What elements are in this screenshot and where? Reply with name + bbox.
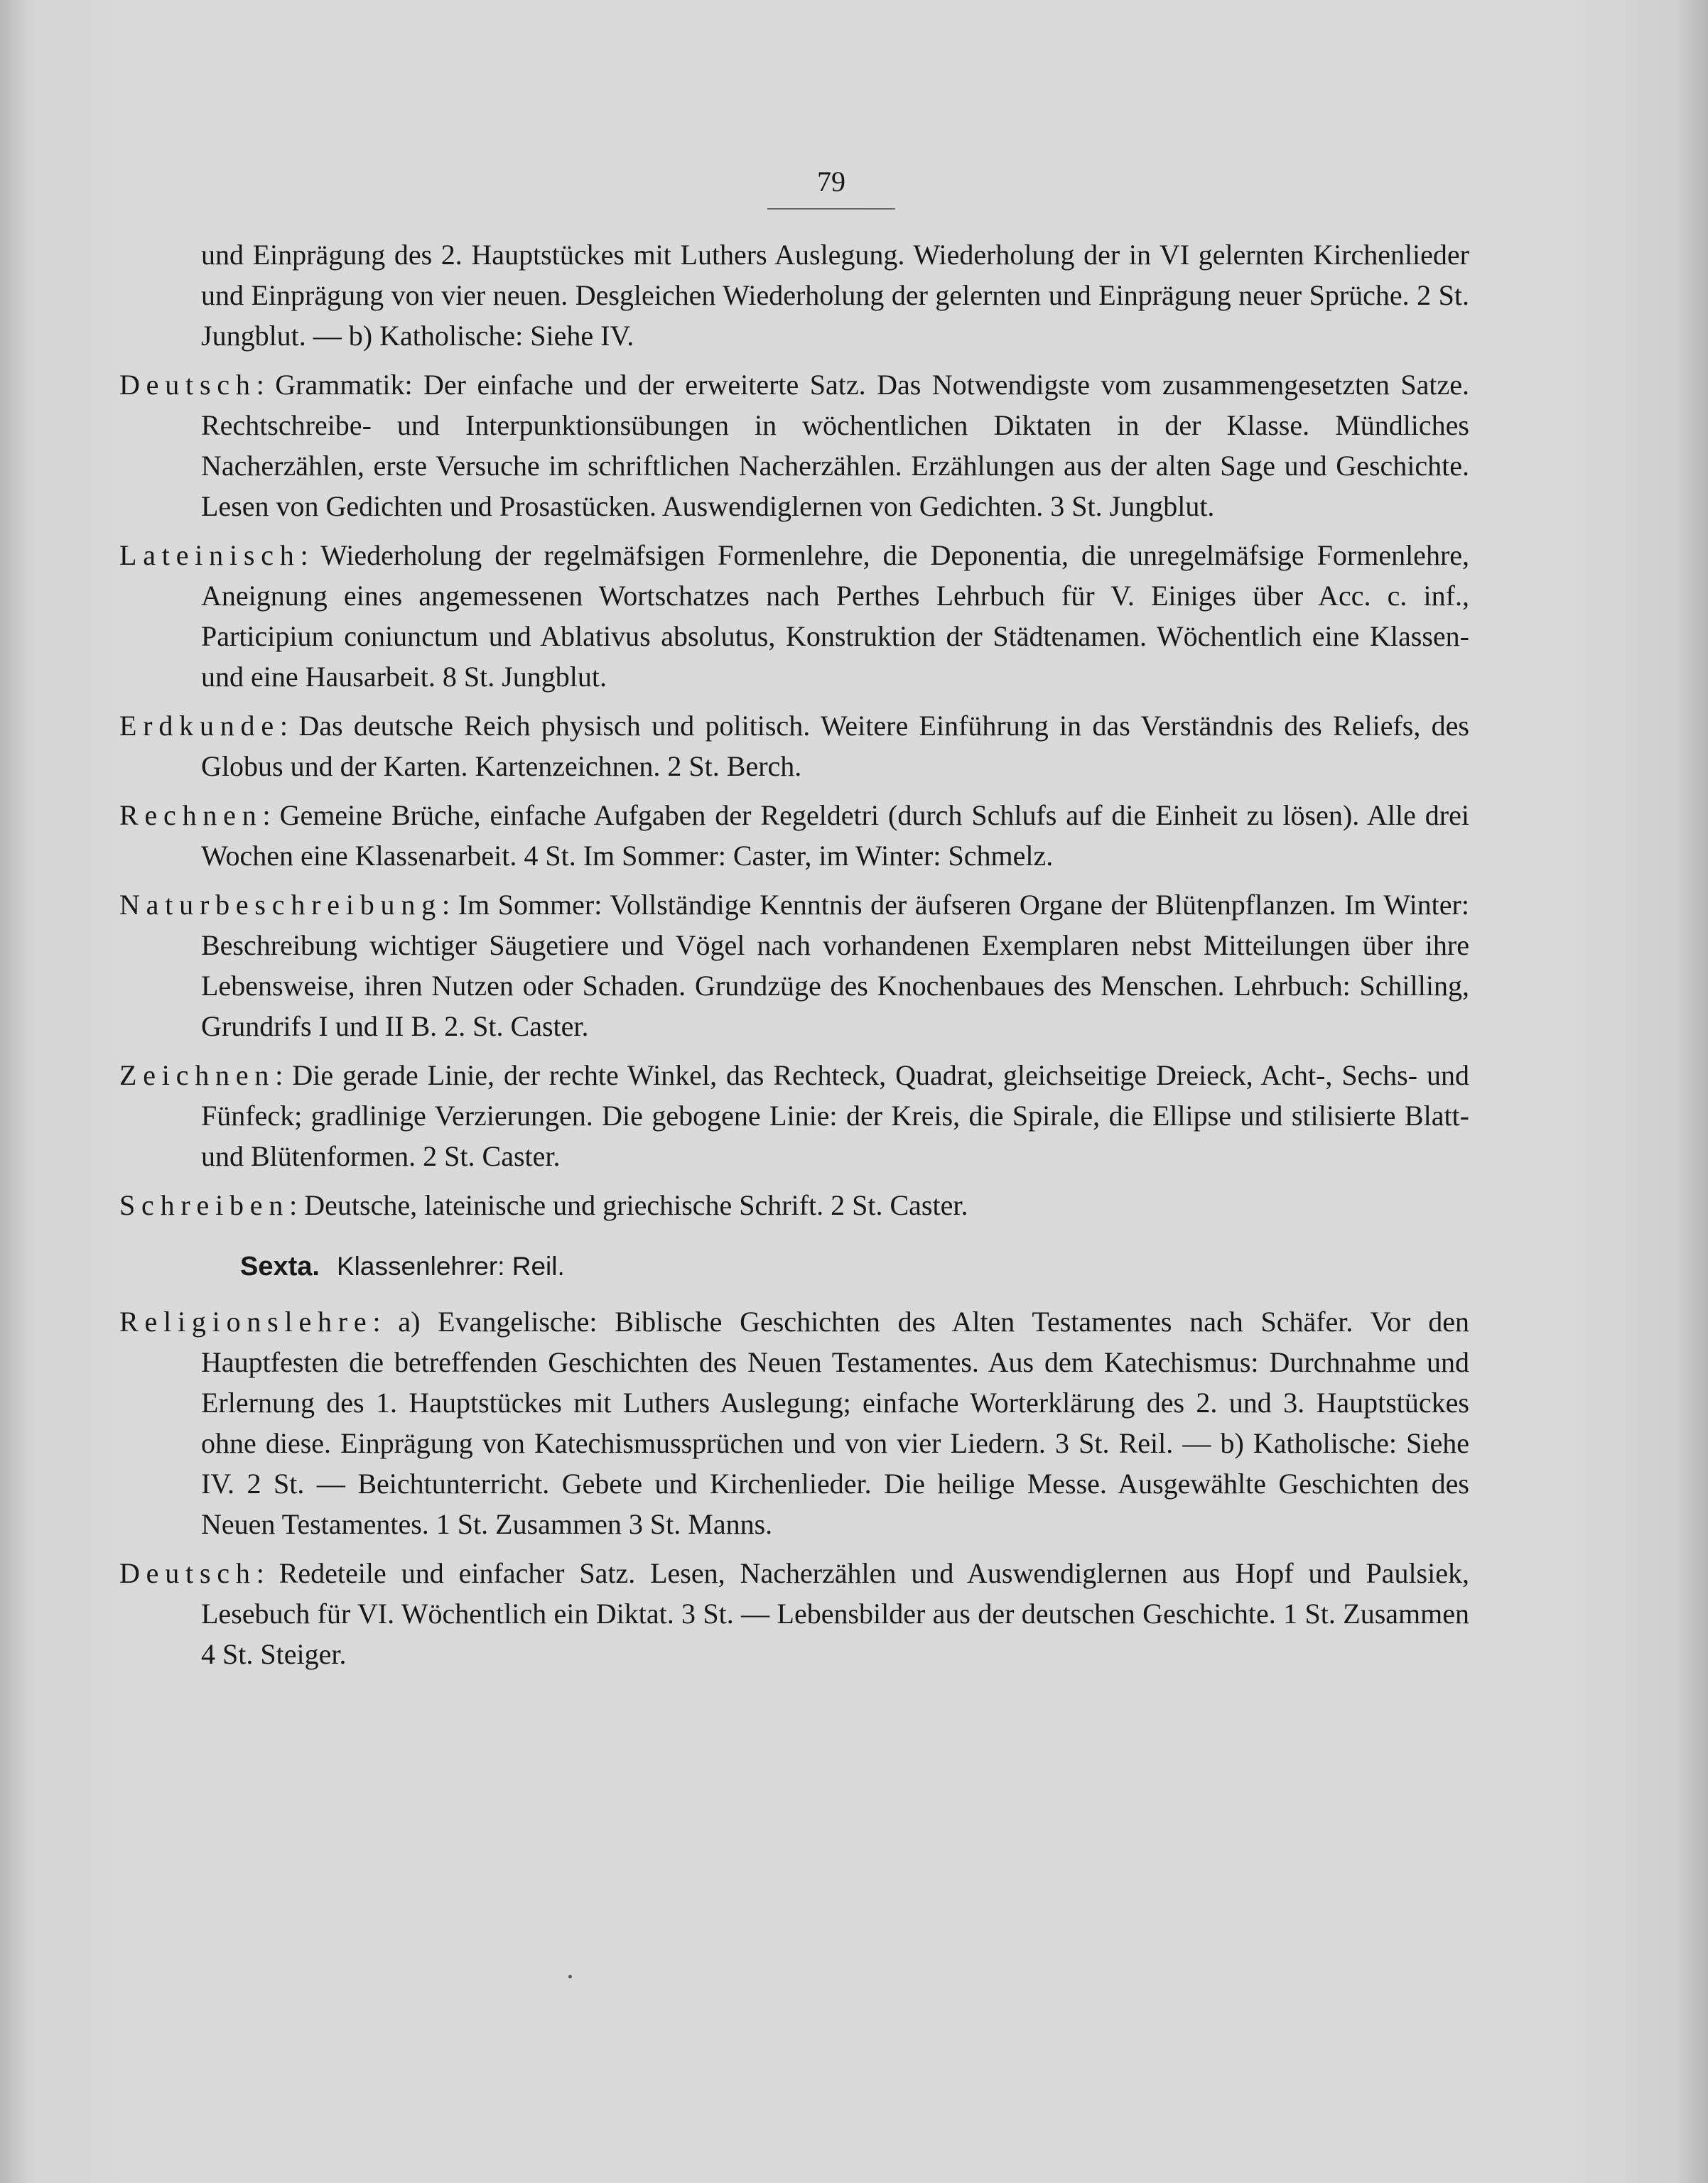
subject-text: Deutsche, lateinische und griechische Schrift. 2 St. Caster. [304,1189,968,1221]
subject-entry-deutsch-quinta: Deutsch: Grammatik: Der einfache und der erweiterte Satz. Das Notwendigste vom zusammengesetzten Satze. Rechtschreibe- und Interpunktionsübungen in wöchentlichen Diktaten in der Klasse. Mündliches Nacherzählen, erste Versuche im schriftlichen Nacherzählen. Erzählungen aus der alten Sage und Geschichte. Lesen von Gedichten und Prosastücken. Auswendiglernen von Gedichten. 3 St. Jungblut. [119,369,1469,522]
subject-label: Schreiben [119,1189,290,1221]
subject-text: Das deutsche Reich physisch und politisch. Weitere Einführung in das Verständnis des Reliefs, des Globus und der Karten. Kartenzeichnen. 2 St. Berch. [201,710,1469,782]
subject-text: Redeteile und einfacher Satz. Lesen, Nacherzählen und Auswendiglernen aus Hopf und Paulsiek, Lesebuch für VI. Wöchentlich ein Diktat. 3 St. — Lebensbilder aus der deutschen Geschichte. 1 St. Zusammen 4 St. Steiger. [201,1557,1469,1670]
subject-label: Lateinisch [119,539,301,571]
subject-label: Deutsch [119,369,256,401]
subject-label: Naturbeschreibung [119,889,442,921]
section-title: Sexta. [240,1252,320,1282]
subject-text: Wiederholung der regelmäfsigen Formenlehre, die Deponentia, die unregelmäfsige Formenlehre, Aneignung eines angemessenen Wortschatzes nach Perthes Lehrbuch für V. Einiges über Acc. c. inf., Participium coniunctum und Ablativus absolutus, Konstruktion der Städtenamen. Wöchentlich eine Klassen- und eine Hausarbeit. 8 St. Jungblut. [201,539,1470,693]
subject-text: Die gerade Linie, der rechte Winkel, das Rechteck, Quadrat, gleichseitige Dreieck, Acht-, Sechs- und Fünfeck; gradlinige Verzierungen. Die gebogene Linie: der Kreis, die Spirale, die Ellipse und stilisierte Blatt- und Blütenformen. 2 St. Caster. [201,1059,1470,1172]
subject-text: Gemeine Brüche, einfache Aufgaben der Regeldetri (durch Schlufs auf die Einheit zu lösen). Alle drei Wochen eine Klassenarbeit. 4 St. Im Sommer: Caster, im Winter: Schmelz. [201,799,1469,872]
subject-label: Zeichnen [119,1059,276,1091]
subject-entry-naturbeschreibung: Naturbeschreibung: Im Sommer: Vollständige Kenntnis der äufseren Organe der Blütenpflanzen. Im Winter: Beschreibung wichtiger Säugetiere und Vögel nach vorhandenen Exemplaren nebst Mitteilungen über ihre Lebensweise, ihren Nutzen oder Schaden. Grundzüge des Knochenbaues des Menschen. Lehrbuch: Schilling, Grundrifs I und II B. 2. St. Caster. [119,889,1469,1042]
subject-text: Im Sommer: Vollständige Kenntnis der äufseren Organe der Blütenpflanzen. Im Winter: Beschreibung wichtiger Säugetiere und Vögel nach vorhandenen Exemplaren nebst Mitteilungen über ihre Lebensweise, ihren Nutzen oder Schaden. Grundzüge des Knochenbaues des Menschen. Lehrbuch: Schilling, Grundrifs I und II B. 2. St. Caster. [201,889,1469,1042]
section-heading-sexta [119,1245,1469,1287]
subject-entry-rechnen: Rechnen: Gemeine Brüche, einfache Aufgaben der Regeldetri (durch Schlufs auf die Einheit zu lösen). Alle drei Wochen eine Klassenarbeit. 4 St. Im Sommer: Caster, im Winter: Schmelz. [119,799,1469,872]
subject-entry-erdkunde: Erdkunde: Das deutsche Reich physisch und politisch. Weitere Einführung in das Verständnis des Reliefs, des Globus und der Karten. Kartenzeichnen. 2 St. Berch. [119,710,1469,782]
subject-text: Grammatik: Der einfache und der erweiterte Satz. Das Notwendigste vom zusammengesetzten Satze. Rechtschreibe- und Interpunktionsübungen in wöchentlichen Diktaten in der Klasse. Mündliches Nacherzählen, erste Versuche im schriftlichen Nacherzählen. Erzählungen aus der alten Sage und Geschichte. Lesen von Gedichten und Prosastücken. Auswendiglernen von Gedichten. 3 St. Jungblut. [201,369,1469,522]
subject-label: Rechnen [119,799,263,831]
page-content [119,234,1469,1683]
continued-text: und Einprägung des 2. Hauptstückes mit Luthers Auslegung. Wiederholung der in VI gelernten Kirchenlieder und Einprägung von vier neuen. Desgleichen Wiederholung der gelernten und Einprägung neuer Sprüche. 2 St. Jungblut. — b) Katholische: Siehe IV. [201,239,1469,352]
subject-entry-schreiben: Schreiben: Deutsche, lateinische und griechische Schrift. 2 St. Caster. [119,1189,968,1221]
class-teacher: Klassenlehrer: Reil. [336,1252,565,1281]
subject-label: Religionslehre [119,1306,373,1338]
subject-label: Deutsch [119,1557,256,1589]
subject-entry-zeichnen: Zeichnen: Die gerade Linie, der rechte Winkel, das Rechteck, Quadrat, gleichseitige Dreieck, Acht-, Sechs- und Fünfeck; gradlinige Verzierungen. Die gebogene Linie: der Kreis, die Spirale, die Ellipse und stilisierte Blatt- und Blütenformen. 2 St. Caster. [119,1059,1470,1172]
subject-label: Erdkunde [119,710,280,742]
continued-paragraph [119,234,1469,356]
subject-entry-deutsch-sexta: Deutsch: Redeteile und einfacher Satz. Lesen, Nacherzählen und Auswendiglernen aus Hopf und Paulsiek, Lesebuch für VI. Wöchentlich ein Diktat. 3 St. — Lebensbilder aus der deutschen Geschichte. 1 St. Zusammen 4 St. Steiger. [119,1557,1469,1670]
page-number: 79 [767,165,895,210]
subject-entry-lateinisch: Lateinisch: Wiederholung der regelmäfsigen Formenlehre, die Deponentia, die unregelmäfsige Formenlehre, Aneignung eines angemessenen Wortschatzes nach Perthes Lehrbuch für V. Einiges über Acc. c. inf., Participium coniunctum und Ablativus absolutus, Konstruktion der Städtenamen. Wöchentlich eine Klassen- und eine Hausarbeit. 8 St. Jungblut. [119,539,1470,693]
subject-text: a) Evangelische: Biblische Geschichten des Alten Testamentes nach Schäfer. Vor den Hauptfesten die betreffenden Geschichten des Neuen Testamentes. Aus dem Katechismus: Durchnahme und Erlernung des 1. Hauptstückes mit Luthers Auslegung; einfache Worterklärung des 2. und 3. Hauptstückes ohne diese. Einprägung von Katechismussprüchen und von vier Liedern. 3 St. Reil. — b) Katholische: Siehe IV. 2 St. — Beichtunterricht. Gebete und Kirchenlieder. Die heilige Messe. Ausgewählte Geschichten des Neuen Testamentes. 1 St. Zusammen 3 St. Manns. [201,1306,1469,1540]
paper-speck [568,1975,572,1978]
subject-entry-religionslehre: Religionslehre: a) Evangelische: Biblische Geschichten des Alten Testamentes nach Schäfer. Vor den Hauptfesten die betreffenden Geschichten des Neuen Testamentes. Aus dem Katechismus: Durchnahme und Erlernung des 1. Hauptstückes mit Luthers Auslegung; einfache Worterklärung des 2. und 3. Hauptstückes ohne diese. Einprägung von Katechismussprüchen und von vier Liedern. 3 St. Reil. — b) Katholische: Siehe IV. 2 St. — Beichtunterricht. Gebete und Kirchenlieder. Die heilige Messe. Ausgewählte Geschichten des Neuen Testamentes. 1 St. Zusammen 3 St. Manns. [119,1306,1469,1540]
